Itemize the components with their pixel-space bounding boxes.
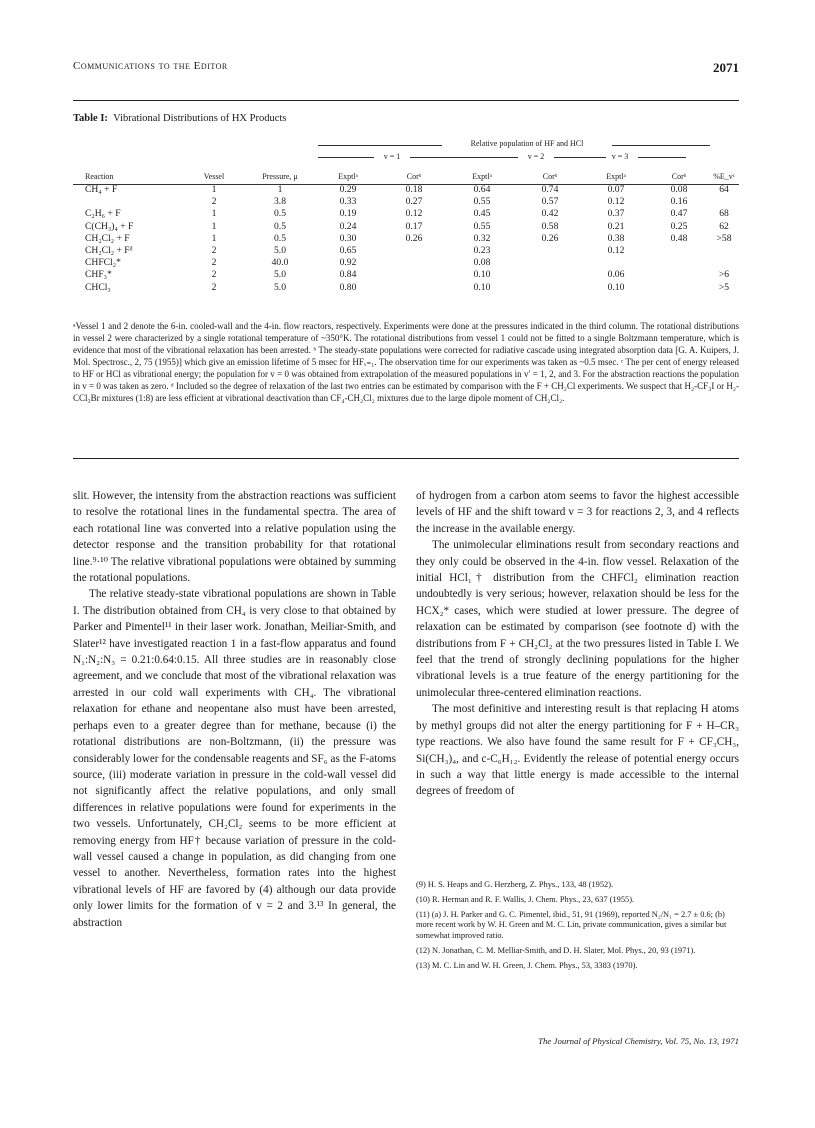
table-cell: 0.30: [339, 232, 357, 244]
group-rule: [466, 157, 518, 158]
table-cell: 0.37: [607, 208, 625, 220]
table-cell: [649, 245, 709, 257]
paragraph: The most definitive and interesting result is that replacing H atoms by methyl groups did not alter the energy partitioning for F + H–CR₃ type reactions. We also have found the same result for F + CF₃CH₃, Si(CH₃)₄, and c-C₆H₁₂. Evidently the release of potential energy occurs in such a way that little energy is made accessible to the internal degrees of freedom of: [416, 703, 739, 798]
table-cell: [381, 269, 447, 281]
table-cell: 0.48: [670, 232, 688, 244]
table-cell: 0.12: [607, 196, 625, 208]
table-cell: [709, 245, 739, 257]
table-cell: CH₂Cl₂ + F: [85, 232, 130, 244]
table-cell: 0.58: [541, 220, 559, 232]
table-cell: 40.0: [271, 257, 289, 269]
column-header: Exptlᵃ: [606, 171, 626, 181]
column-header: Pressure, μ: [262, 171, 298, 181]
table-cell: 0.07: [607, 184, 625, 195]
table-cell: [381, 257, 447, 269]
table-cell: 0.27: [405, 196, 423, 208]
table-cell: 0.32: [473, 232, 491, 244]
table-caption: [73, 113, 286, 124]
table-cell: 0.84: [339, 269, 357, 281]
table-cell: 0.10: [607, 281, 625, 293]
column-header: Corᵇ: [542, 171, 558, 181]
table-cell: CH₂Cl₂ + Fᵈ: [85, 245, 133, 257]
table-cell: [649, 269, 709, 281]
column-header: Vessel: [203, 171, 225, 181]
table-cell: 0.18: [405, 184, 423, 195]
table-cell: 1: [277, 184, 283, 195]
table-cell: C(CH₃)₄ + F: [85, 220, 134, 232]
group-rule: [410, 157, 466, 158]
group-v2: v = 2: [527, 152, 545, 161]
table-cell: 0.17: [405, 220, 423, 232]
table-cell: [381, 245, 447, 257]
table-cell: 0.64: [473, 184, 491, 195]
table-cell: 0.92: [339, 257, 357, 269]
column-header: Exptlᵃ: [338, 171, 358, 181]
table-cell: [583, 257, 649, 269]
table-cell: >5: [718, 281, 730, 293]
page-number: 2071: [713, 60, 739, 75]
table-row: [73, 221, 739, 233]
table-cell: 2: [211, 196, 217, 208]
journal-footer: The Journal of Physical Chemistry, Vol. 75, No. 13, 1971: [538, 1036, 739, 1046]
table-row: [73, 196, 739, 208]
table-cell: [649, 257, 709, 269]
table-row: [73, 282, 739, 294]
table-cell: 0.26: [541, 232, 559, 244]
table-cell: 0.26: [405, 232, 423, 244]
table-cell: 5.0: [274, 281, 286, 293]
column-header: Exptlᵃ: [472, 171, 492, 181]
table-cell: 1: [211, 208, 217, 220]
table-cell: 0.19: [339, 208, 357, 220]
table-cell: CHFCl₂*: [85, 257, 121, 269]
table-cell: 5.0: [274, 269, 286, 281]
table-row: [73, 184, 739, 196]
table-cell: 1: [211, 220, 217, 232]
table-cell: 0.08: [473, 257, 491, 269]
table-label: Table I:: [73, 113, 108, 124]
table-cell: 0.80: [339, 281, 357, 293]
table-cell: 0.5: [274, 220, 286, 232]
table-cell: 0.74: [541, 184, 559, 195]
table-cell: 0.57: [541, 196, 559, 208]
table-cell: 0.42: [541, 208, 559, 220]
body-column-left: [73, 488, 396, 931]
table-cell: 3.8: [274, 196, 286, 208]
table-cell: CHCl₃: [85, 281, 111, 293]
table-cell: 5.0: [274, 245, 286, 257]
table-cell: 64: [719, 184, 729, 195]
column-header: Reaction: [85, 171, 114, 181]
table-cell: 2: [211, 269, 217, 281]
table-cell: [709, 257, 739, 269]
table-cell: [73, 196, 183, 208]
table-cell: >6: [718, 269, 730, 281]
table-cell: >58: [716, 232, 732, 244]
table-cell: [517, 269, 583, 281]
table-bottom-rule: [73, 458, 739, 459]
table-footnote: ᵃVessel 1 and 2 denote the 6-in. cooled-wall and the 4-in. flow reactors, respectively. Experiments were done at the pressures indicated in the third column. The rotational distributions in vessel 2 were characterized by a single rotational temperature of ~350°K. The rotational distributions from vessel 1 could not be fitted to a single Boltzmann temperature, which is evidence that most of the vibrational relaxation has been arrested. ᵇ The steady-state populations were corrected for radiative cascade using integrated absorption data [G. A. Kuipers, J. Mol. Spectrosc., 2, 75 (1955)] which give an emission lifetime of 5 msec for HFᵥ₌₁. The observation time for our experiments was taken as ~0.5 msec. ᶜ The per cent of energy released to HF or HCl as vibrational energy; the population for v = 0 was obtained from extrapolation of the measured populations in v′ = 1, 2, and 3. For the abstraction reactions the population in v = 0 was taken as zero. ᵈ Included so the degree of relaxation of the last two entries can be estimated by comparison with the F + CH₂Cl experiments. We suspect that H₂-CF₃I or H₂-CCl₃Br mixtures (1:8) are less efficient at vibrational deactivation than CF₄-CH₂Cl₂ mixtures due to the large dipole moment of CH₂Cl₂.: [73, 321, 739, 403]
table-cell: 2: [211, 245, 217, 257]
running-header: [73, 60, 739, 80]
table-cell: 0.38: [607, 232, 625, 244]
table-cell: CH₄ + F: [85, 184, 118, 195]
reference-item: (13) M. C. Lin and W. H. Green, J. Chem. Phys., 53, 3383 (1970).: [416, 960, 638, 970]
table-cell: 0.12: [405, 208, 423, 220]
spanner-label: Relative population of HF and HCl: [442, 139, 612, 148]
table-cell: 0.5: [274, 208, 286, 220]
table-cell: 62: [719, 220, 729, 232]
group-rule: [580, 157, 600, 158]
table-cell: 0.16: [670, 196, 688, 208]
paragraph: The relative steady-state vibrational populations are shown in Table I. The distribution obtained from CH₄ is very close to that obtained by Parker and Pimentel¹¹ in their laser work. Jonathan, Meiliar-Smith, and Slater¹² have investigated reaction 1 in a fast-flow apparatus and found N₁:N₂:N₃ = 0.21:0.64:0.15. All three studies are in reasonably close agreement, and we conclude that most of the vibrational relaxation was arrested in our cold wall experiments with CH₄. The vibrational relaxation for ethane and neopentane also must have been arrested, perhaps even to a greater degree than for methane, because (i) the rotational distributions are non-Boltzmann, (ii) the pressure was considerably lower for the condensable reagents and SF₆ as the F-atoms source, (iii) moderate variation in pressure in the cold-wall vessel did not significantly affect the relative populations, and only small differences in relative populations were found for experiments in the two vessels. Unfortunately, CH₂Cl₂ seems to be more efficient at removing energy from HF† because variation of pressure in the cold-wall vessel caused a change in population, as did changing from one vessel to another. Nevertheless, formation rates into the highest vibrational levels of HF are favored by (4) although our data provide only lower limits for the formation of v = 2 and 3.¹³ In general, the abstraction: [73, 588, 396, 929]
table-cell: 0.55: [473, 196, 491, 208]
table-cell: [381, 282, 447, 294]
table-title: Vibrational Distributions of HX Products: [113, 113, 287, 124]
table-cell: 0.10: [473, 281, 491, 293]
table-row: [73, 245, 739, 257]
reference-item: (11) (a) J. H. Parker and G. C. Pimentel, ibid., 51, 91 (1969), reported N₂/N₁ = 2.7 ± 0.6; (b) more recent work by W. H. Green and M. C. Lin, private communication, gives a similar but somewhat improved ratio.: [416, 909, 727, 941]
table-cell: 68: [719, 208, 729, 220]
table-cell: 0.08: [670, 184, 688, 195]
table-row: [73, 233, 739, 245]
references: [416, 880, 739, 976]
group-v1: v = 1: [383, 152, 401, 161]
table-cell: 0.21: [607, 220, 625, 232]
column-header: %E_vᶜ: [713, 171, 735, 181]
table-cell: 1: [211, 232, 217, 244]
column-header: Corᵇ: [671, 171, 687, 181]
header-section-title: Communications to the Editor: [73, 60, 228, 72]
paragraph: slit. However, the intensity from the abstraction reactions was sufficient to resolve the rotational lines in the fundamental spectra. The area of each rotational line was converted into a relative population using the detector response and the transition probability for that rotational line.⁹·¹⁰ The relative vibrational populations were obtained by summing the rotational populations.: [73, 490, 396, 585]
table-row: [73, 257, 739, 269]
table-cell: [517, 257, 583, 269]
paragraph: The unimolecular eliminations result from secondary reactions and they only could be observed in the 4-in. flow vessel. Relaxation of the initial HCl₁† distribution from the CHFCl₂ elimination reaction undoubtedly is very serious; however, relaxation should be less for the HCX₂* cases, which were studied at lower pressure. The degree of relaxation can be estimated by comparison (see footnote d) with the distributions from F + CH₂Cl₂ at the two pressures listed in Table I. We feel that the trend of strongly declining populations for the higher vibrational levels is a true feature of the energy partitioning for the unimolecular three-centered elimination reactions.: [416, 539, 739, 699]
group-rule: [318, 157, 374, 158]
body-column-right: [416, 488, 739, 800]
column-header: Corᵇ: [406, 171, 422, 181]
table-cell: 0.12: [607, 245, 625, 257]
group-rule: [638, 157, 686, 158]
table-cell: CHF₃*: [85, 269, 112, 281]
table-cell: 0.10: [473, 269, 491, 281]
table-row: [73, 269, 739, 281]
reference-item: (12) N. Jonathan, C. M. Melliar-Smith, and D. H. Slater, Mol. Phys., 20, 93 (1971).: [416, 945, 696, 955]
table-cell: 0.29: [339, 184, 357, 195]
table-cell: 2: [211, 257, 217, 269]
table-cell: 0.23: [473, 245, 491, 257]
table-row: [73, 208, 739, 220]
column-spanner: [318, 139, 710, 153]
table-cell: C₂H₆ + F: [85, 208, 121, 220]
spanner-line-right: [612, 145, 710, 146]
table-cell: 1: [211, 184, 217, 195]
table-cell: 0.24: [339, 220, 357, 232]
group-v3: v = 3: [611, 152, 629, 161]
table-cell: 0.06: [607, 269, 625, 281]
table-cell: [709, 196, 739, 208]
table-cell: [649, 282, 709, 294]
spanner-line-left: [318, 145, 442, 146]
header-rule: [73, 100, 739, 101]
reference-item: (9) H. S. Heaps and G. Herzberg, Z. Phys., 133, 48 (1952).: [416, 880, 614, 889]
table-header-row: [73, 168, 739, 184]
table-cell: 2: [211, 281, 217, 293]
table-cell: 0.47: [670, 208, 688, 220]
table-cell: 0.5: [274, 232, 286, 244]
table-cell: 0.55: [473, 220, 491, 232]
table-cell: [517, 245, 583, 257]
paragraph: of hydrogen from a carbon atom seems to favor the highest accessible levels of HF and the shift toward v = 3 for reactions 2, 3, and 4 reflects the increase in the available energy.: [416, 490, 739, 535]
reference-item: (10) R. Herman and R. F. Wallis, J. Chem. Phys., 23, 637 (1955).: [416, 894, 635, 904]
table-cell: 0.33: [339, 196, 357, 208]
vibrational-distribution-table: [73, 168, 739, 294]
table-cell: [517, 282, 583, 294]
table-cell: 0.45: [473, 208, 491, 220]
table-cell: 0.65: [339, 245, 357, 257]
table-cell: 0.25: [670, 220, 688, 232]
